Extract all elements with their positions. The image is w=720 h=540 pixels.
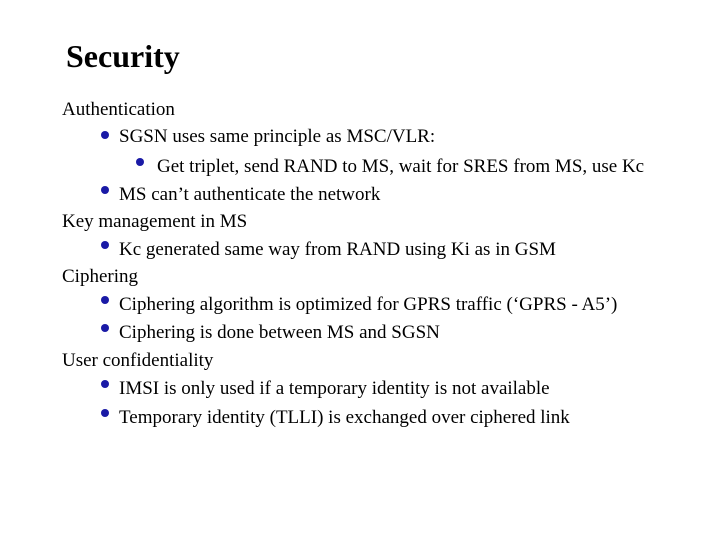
bullet-icon — [101, 380, 109, 388]
bullet-item: Ciphering is done between MS and SGSN — [119, 322, 440, 343]
bullet-item: IMSI is only used if a temporary identity is not available — [119, 378, 550, 399]
section-heading-authentication: Authentication — [62, 99, 175, 120]
bullet-item: SGSN uses same principle as MSC/VLR: — [119, 126, 436, 147]
bullet-item: Ciphering algorithm is optimized for GPRS traffic (‘GPRS - A5’) — [119, 294, 618, 315]
slide-title: Security — [66, 38, 180, 74]
bullet-icon — [101, 409, 109, 417]
sub-bullet-item: Get triplet, send RAND to MS, wait for SRES from MS, use Kc — [157, 156, 645, 177]
bullet-item: MS can’t authenticate the network — [119, 184, 381, 205]
bullet-icon — [101, 186, 109, 194]
section-heading-ciphering: Ciphering — [62, 266, 138, 287]
bullet-icon — [101, 131, 109, 139]
sub-bullet-icon — [136, 158, 144, 166]
bullet-item: Temporary identity (TLLI) is exchanged over ciphered link — [119, 407, 570, 428]
bullet-icon — [101, 241, 109, 249]
section-heading-user-confidentiality: User confidentiality — [62, 350, 214, 371]
bullet-icon — [101, 296, 109, 304]
bullet-icon — [101, 324, 109, 332]
bullet-item: Kc generated same way from RAND using Ki as in GSM — [119, 239, 556, 260]
section-heading-key-management: Key management in MS — [62, 211, 248, 232]
